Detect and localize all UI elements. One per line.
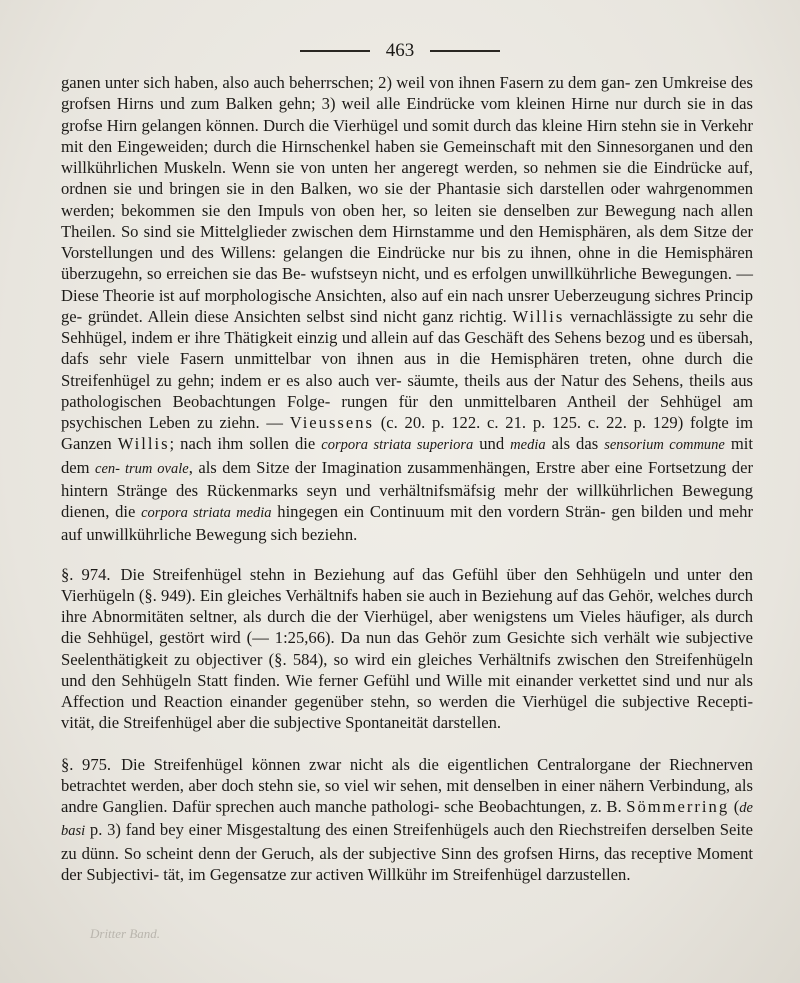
text-run: als das — [545, 434, 605, 454]
author-name: Vieussens — [289, 413, 374, 432]
latin-term: sensorium commune — [604, 437, 725, 454]
text-run: (c. 20. p. 122. c. 21. p. 125. c. 22. p. 129) folgte im Ganzen — [61, 413, 753, 454]
body-text — [61, 72, 753, 885]
header-rule-left — [300, 50, 370, 52]
page-header — [0, 40, 800, 62]
author-name: Willis — [117, 434, 170, 454]
text-run: hingegen ein Continuum mit den vordern Strän- gen bilden und mehr auf unwillkührliche Bewegung sich beziehn. — [61, 502, 753, 545]
latin-term: media — [510, 437, 546, 454]
text-run: ; nach ihm sollen die — [169, 434, 322, 454]
latin-term: corpora striata media — [141, 505, 272, 521]
author-name: Sömmerring — [626, 797, 730, 816]
header-rule-right — [430, 50, 500, 52]
section-paragraph-section-975 — [61, 754, 753, 886]
section-number: §. 974. — [61, 564, 111, 584]
latin-term: de basi — [61, 800, 753, 840]
page-number: 463 — [385, 40, 415, 61]
text-run: ganen unter sich haben, also auch beherrschen; 2) weil von ihnen Fasern zu dem gan- zen Umkreise des grofsen Hirns und zum Balken gehn; 3) weil alle Eindrücke vom kleinen Hirne nur durch sie in das grofse Hirn gelangen können. Durch die Vierhügel und somit durch das kleine Hirn stehn sie in Verkehr mit den Eingeweiden; durch die Hirnschenkel haben sie Gemeinschaft mit den Sinnesorganen und den willkührlichen Muskeln. Wenn sie von unten her angeregt werden, so nehmen sie die Eindrücke auf, ordnen sie und bringen sie in den Balken, wo sie der Phantasie sich darstellen oder wahrgenommen werden; bekommen sie den Impuls von oben her, so leiten sie denselben zur Bewegung nach allen Theilen. So sind sie Mittelglieder zwischen dem Hirnstamme und den Hemisphären, als dem Sitze der Vorstellungen und des Willens: gelangen die Eindrücke nur bis zu ihnen, ohne in die Hemisphären überzugehn, so erreichen sie das Be- wufstseyn nicht, und es erfolgen unwillkührliche Bewegungen. — Diese Theorie ist auf morphologische Ansichten, also auf ein nach unsrer Ueberzeugung sichres Princip ge- gründet. Allein diese Ansichten selbst sind nicht ganz richtig. — [61, 73, 753, 326]
section-number: §. 975. — [61, 754, 112, 774]
text-run: Die Streifenhügel stehn in Beziehung auf das Gefühl über den Sehhügeln und unter den Vierhügeln (§. 949). Ein gleiches Verhältnifs haben sie auch in Beziehung auf das Gehör, welches durch ihre Abnormitäten seltner, als durch die der Vierhügel, aber wenigstens um Vieles häufiger, als durch die Sehhügel, gestört wird (— 1:25,66). Da nun das Gehör zum Gesichte sich verhält wie subjective Seelenthätigkeit zu objectiver (§. 584), so wird ein gleiches Verhältnifs zwischen den Streifenhügeln und den Sehhügeln Statt finden. Wie ferner Gefühl und Wille mit einander verkettet sind und nur als Affection und Reaction einander gegenüber stehn, so werden die Vierhügel die subjective Recepti- vität, die Streifenhügel aber die subjective Spontaneität darstellen. — [61, 564, 753, 733]
text-run: vernachlässigte zu sehr die Sehhügel, indem er ihre Thätigkeit einzig und allein auf das Geschäft des Sehens bezog und es übersah, dafs sehr viele Fasern unmittelbar von ihnen aus in die Hemisphären treten, ohne durch die Streifenhügel zu gehn; indem er es also auch ver- säumte, theils aus der Natur des Sehens, theils aus pathologischen Beobachtungen Folge- rungen für den unmittelbaren Antheil der Sehhügel am psychischen Leben zu ziehn. — — [61, 306, 753, 432]
latin-term: corpora striata superiora — [321, 437, 474, 454]
text-run: , als dem Sitze der Imagination zusammenhängen, Erstre aber eine Fortsetzung der hintern Stränge des Rückenmarks seyn und verhältnifsmäfsig mehr der willkührlichen Bewegung dienen, die — [61, 457, 753, 521]
text-run: ( — [729, 797, 740, 816]
continuation-paragraph — [61, 72, 753, 546]
latin-term: cen- trum ovale — [95, 460, 189, 477]
author-name: Willis — [512, 306, 565, 326]
text-run: mit dem — [61, 434, 753, 477]
text-run: und — [473, 434, 511, 454]
section-paragraph-section-974 — [61, 564, 753, 734]
footer-signature: Dritter Band. — [90, 926, 161, 941]
text-run: Die Streifenhügel können zwar nicht als die eigentlichen Centralorgane der Riechnerven betrachtet werden, aber doch stehn sie, so viel wir sehen, mit denselben in einer nähern Verbindung, als andre Ganglien. Dafür sprechen auch manche pathologi- sche Beobachtungen, z. B. — [61, 754, 753, 816]
text-run: p. 3) fand bey einer Misgestaltung des einen Streifenhügels auch den Riechstreifen derselben Seite zu dünn. So scheint denn der Geruch, als der subjective Sinn des grofsen Hirns, das receptive Moment der Subjectivi- tät, im Gegensatze zur activen Willkühr im Streifenhügel darzustellen. — [61, 820, 753, 884]
